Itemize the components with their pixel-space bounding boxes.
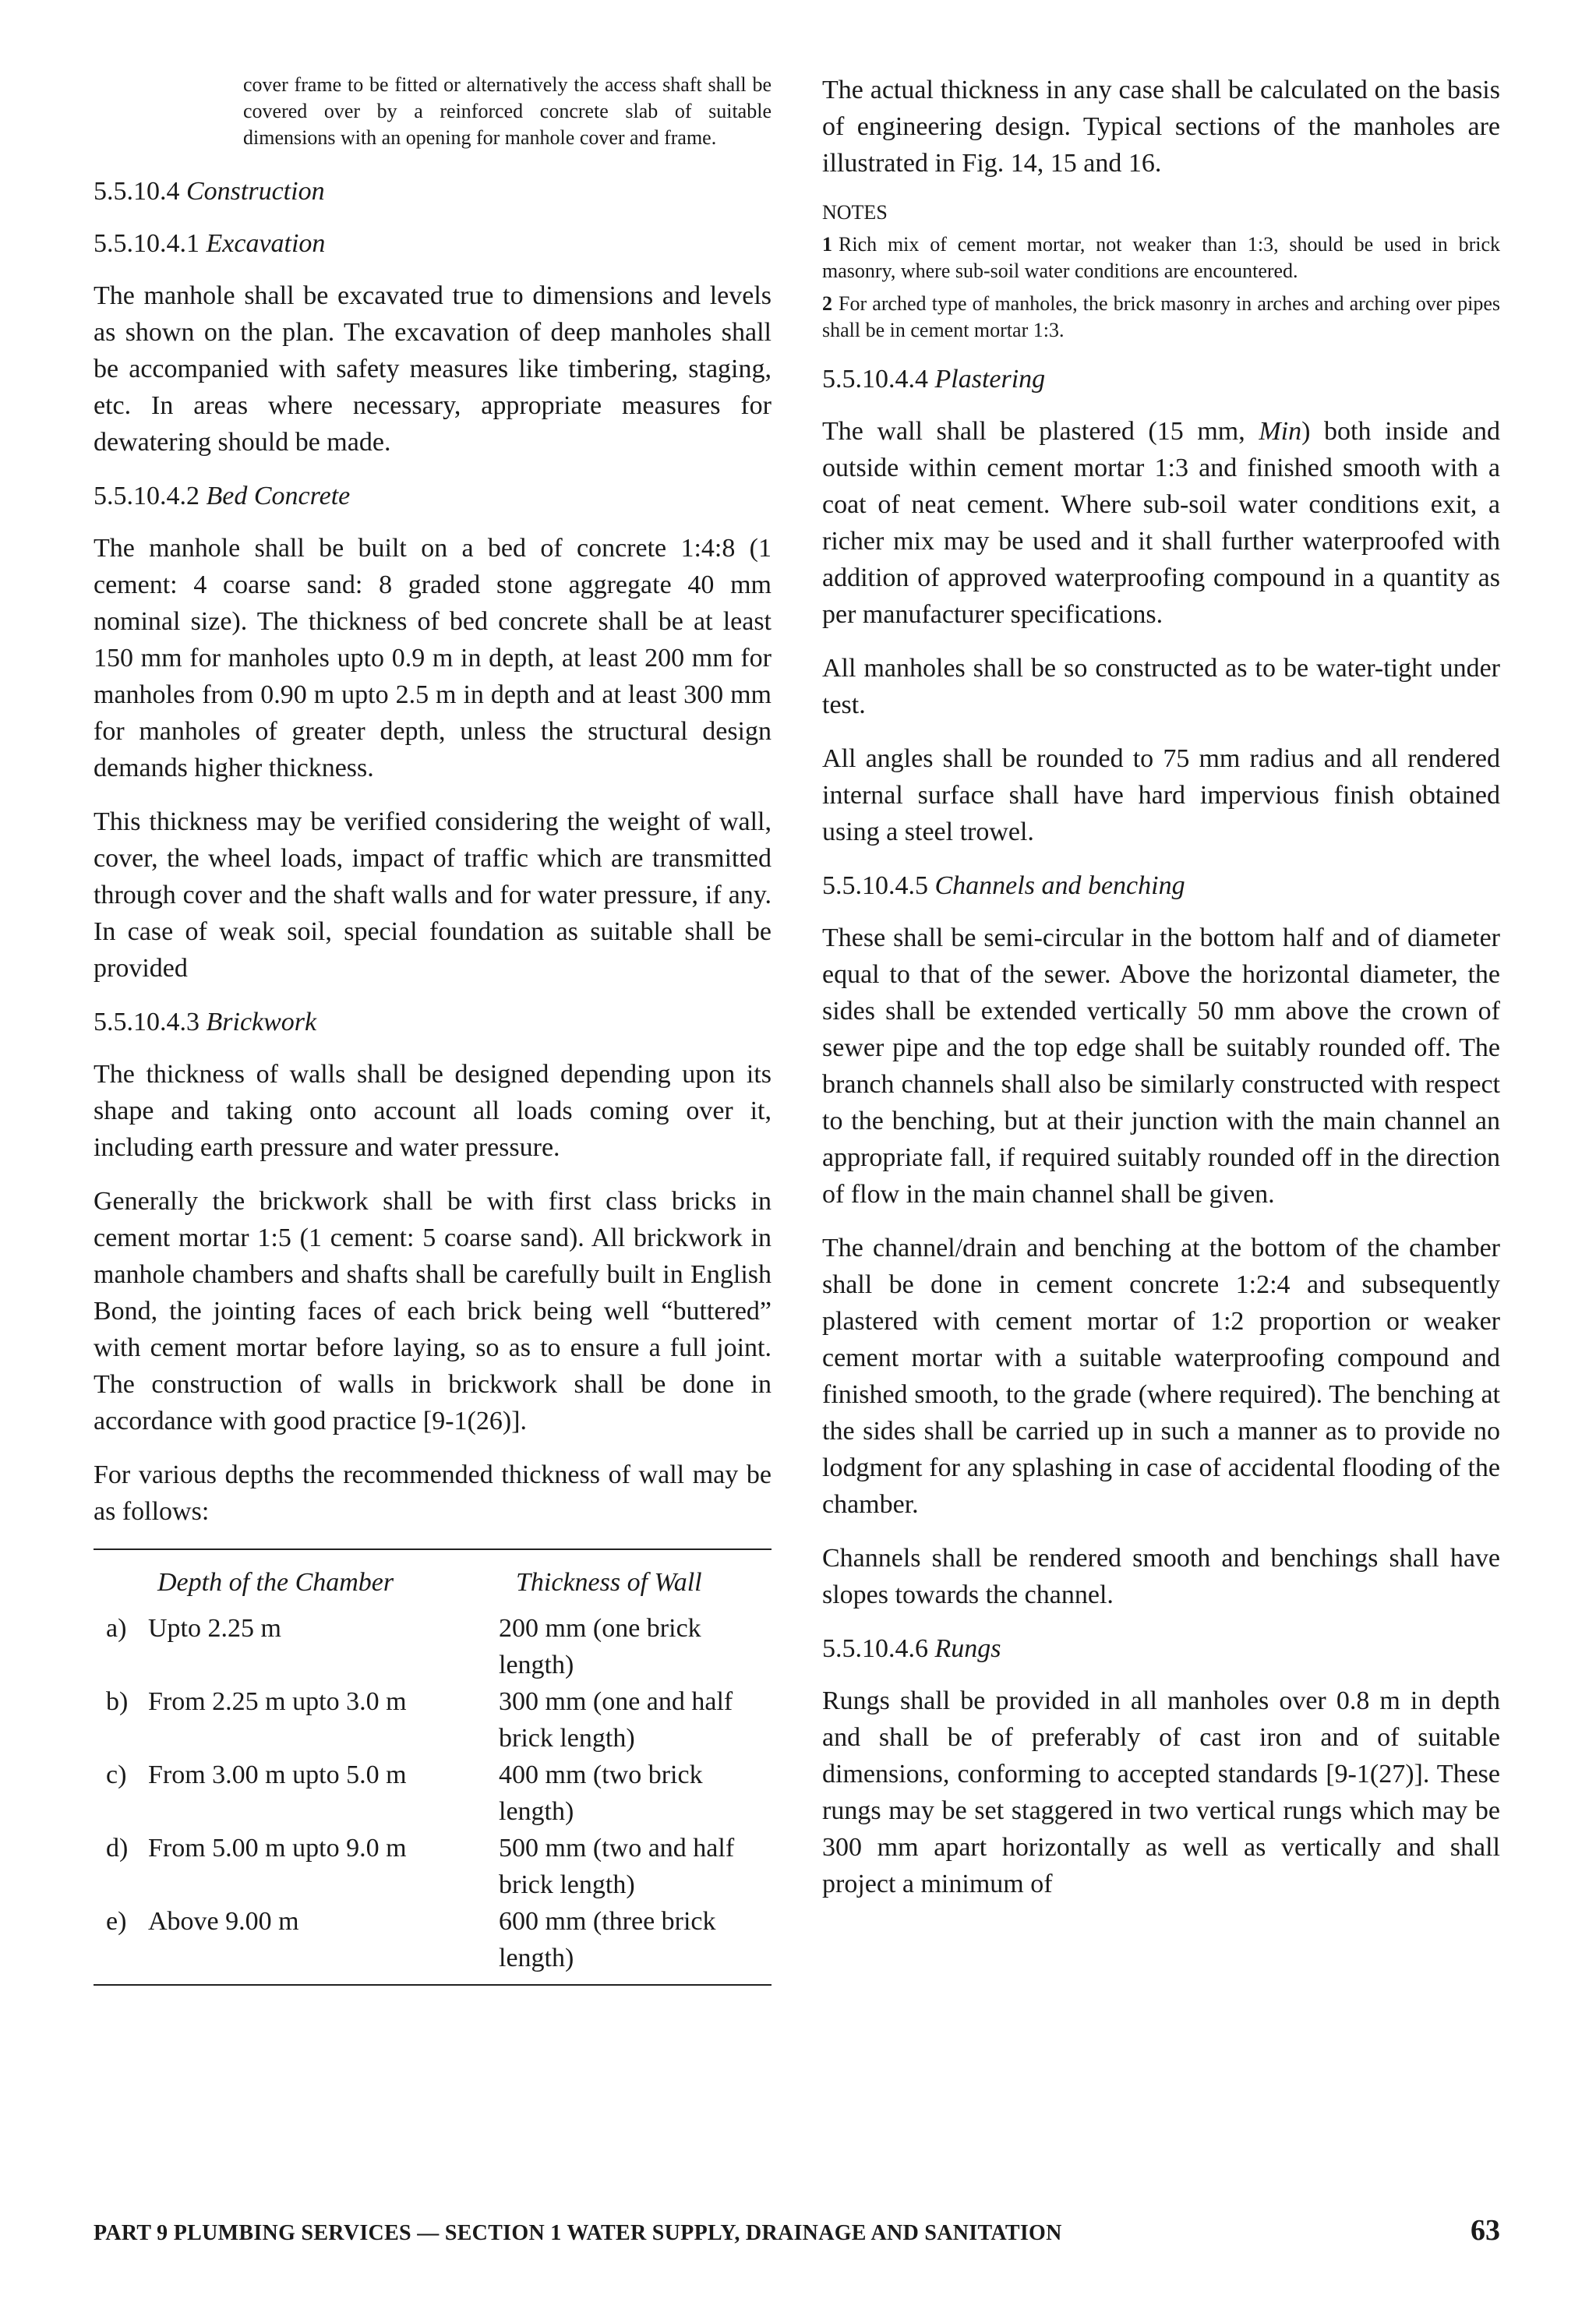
row-letter: d) bbox=[106, 1834, 129, 1863]
row-letter: c) bbox=[106, 1760, 127, 1789]
note-number: 2 bbox=[822, 292, 832, 315]
row-thickness: 300 mm (one and half brick length) bbox=[499, 1687, 733, 1753]
note-number: 1 bbox=[822, 233, 832, 256]
heading-number: 5.5.10.4.3 bbox=[94, 1008, 200, 1036]
heading-bed-concrete bbox=[94, 478, 772, 514]
page-number: 63 bbox=[1471, 2214, 1500, 2247]
table-row bbox=[94, 1683, 772, 1757]
table-row bbox=[94, 1830, 772, 1903]
heading-brickwork bbox=[94, 1004, 772, 1040]
brickwork-paragraph-2: Generally the brickwork shall be with first class bricks in cement mortar 1:5 (1 cement: 5 coarse sand). All brickwork in manhole chambers and shafts shall be carefully built in English Bond, the jointing faces of each brick being well “buttered” with cement mortar before laying, so as to ensure a full joint. The construction of walls in brickwork shall be done in accordance with good practice [9-1(26)]. bbox=[94, 1187, 772, 1435]
heading-number: 5.5.10.4.4 bbox=[822, 365, 928, 394]
heading-title: Channels and benching bbox=[934, 871, 1185, 900]
left-column bbox=[94, 72, 772, 1986]
plastering-text-start: The wall shall be plastered (15 mm, bbox=[822, 417, 1259, 446]
right-column bbox=[822, 72, 1500, 1919]
note-text: For arched type of manholes, the brick masonry in arches and arching over pipes shall be in cement mortar 1:3. bbox=[822, 292, 1500, 341]
heading-title: Rungs bbox=[934, 1634, 1001, 1663]
heading-number: 5.5.10.4.2 bbox=[94, 482, 200, 510]
heading-title: Bed Concrete bbox=[206, 482, 351, 510]
plastering-paragraph-1 bbox=[822, 413, 1500, 633]
heading-title: Brickwork bbox=[206, 1008, 317, 1036]
heading-rungs bbox=[822, 1630, 1500, 1667]
row-depth: From 3.00 m upto 5.0 m bbox=[148, 1760, 407, 1789]
table-row bbox=[94, 1610, 772, 1683]
table-header bbox=[94, 1564, 772, 1601]
notes-title: NOTES bbox=[822, 201, 888, 224]
channels-paragraph-2: The channel/drain and benching at the bottom of the chamber shall be done in cement concrete 1:2:4 and subsequently plastered with cement mortar of 1:2 proportion or weaker cement mortar with a suitable waterproofing compound and finished smooth, to the grade (where required). The benching at the sides shall be carried up in such a manner as to provide no lodgment for any splashing in case of accidental flooding of the chamber. bbox=[822, 1234, 1500, 1519]
row-letter: a) bbox=[106, 1614, 127, 1643]
actual-thickness-paragraph: The actual thickness in any case shall be calculated on the basis of engineering design. Typical sections of the manholes are illustrated in Fig. 14, 15 and 16. bbox=[822, 76, 1500, 178]
header-thickness: Thickness of Wall bbox=[516, 1568, 702, 1597]
heading-plastering bbox=[822, 361, 1500, 397]
bed-concrete-paragraph-2: This thickness may be verified considering the weight of wall, cover, the wheel loads, impact of traffic which are transmitted through cover and the shaft walls and for water pressure, if any. In case of weak soil, special foundation as suitable shall be provided bbox=[94, 807, 772, 983]
table-row bbox=[94, 1903, 772, 1976]
cover-frame-paragraph: cover frame to be fitted or alternatively the access shaft shall be covered over by a reinforced concrete slab of suitable dimensions with an opening for manhole cover and frame. bbox=[243, 73, 772, 149]
heading-number: 5.5.10.4 bbox=[94, 177, 180, 206]
row-letter: e) bbox=[106, 1907, 127, 1936]
row-letter: b) bbox=[106, 1687, 129, 1716]
bed-concrete-paragraph-1: The manhole shall be built on a bed of concrete 1:4:8 (1 cement: 4 coarse sand: 8 graded stone aggregate 40 mm nominal size). The thickness of bed concrete shall be at least 150 mm for manholes upto 0.9 m in depth, at least 200 mm for manholes from 0.90 m upto 2.5 m in depth and at least 300 mm for manholes of greater depth, unless the structural design demands higher thickness. bbox=[94, 534, 772, 782]
notes-block bbox=[822, 199, 1500, 344]
row-thickness: 600 mm (three brick length) bbox=[499, 1907, 716, 1972]
row-thickness: 500 mm (two and half brick length) bbox=[499, 1834, 735, 1899]
heading-number: 5.5.10.4.1 bbox=[94, 229, 200, 258]
row-thickness: 200 mm (one brick length) bbox=[499, 1614, 701, 1679]
header-depth: Depth of the Chamber bbox=[157, 1568, 394, 1597]
plastering-min-label: Min bbox=[1259, 417, 1302, 446]
channels-paragraph-3: Channels shall be rendered smooth and benchings shall have slopes towards the channel. bbox=[822, 1544, 1500, 1609]
row-depth: From 2.25 m upto 3.0 m bbox=[148, 1687, 407, 1716]
page-footer bbox=[94, 2213, 1500, 2248]
heading-number: 5.5.10.4.6 bbox=[822, 1634, 928, 1663]
table-row bbox=[94, 1757, 772, 1830]
note-2 bbox=[822, 291, 1500, 344]
brickwork-paragraph-1: The thickness of walls shall be designed depending upon its shape and taking onto account all loads coming over it, including earth pressure and water pressure. bbox=[94, 1060, 772, 1162]
footer-section-title: PART 9 PLUMBING SERVICES — SECTION 1 WATER SUPPLY, DRAINAGE AND SANITATION bbox=[94, 2221, 1062, 2245]
heading-channels bbox=[822, 867, 1500, 904]
excavation-paragraph: The manhole shall be excavated true to dimensions and levels as shown on the plan. The excavation of deep manholes shall be accompanied with safety measures like timbering, staging, etc. In areas where necessary, appropriate measures for dewatering should be made. bbox=[94, 281, 772, 457]
rungs-paragraph: Rungs shall be provided in all manholes over 0.8 m in depth and shall be of preferably of cast iron and of suitable dimensions, conforming to accepted standards [9-1(27)]. These rungs may be set staggered in two vertical rungs which may be 300 mm apart horizontally as well as vertically and shall project a minimum of bbox=[822, 1686, 1500, 1898]
heading-number: 5.5.10.4.5 bbox=[822, 871, 928, 900]
wall-thickness-table bbox=[94, 1548, 772, 1986]
row-depth: From 5.00 m upto 9.0 m bbox=[148, 1834, 407, 1863]
note-text: Rich mix of cement mortar, not weaker than 1:3, should be used in brick masonry, where sub-soil water conditions are encountered. bbox=[822, 233, 1500, 282]
row-depth: Upto 2.25 m bbox=[148, 1614, 281, 1643]
heading-title: Excavation bbox=[206, 229, 326, 258]
note-1 bbox=[822, 231, 1500, 284]
heading-title: Plastering bbox=[934, 365, 1046, 394]
row-thickness: 400 mm (two brick length) bbox=[499, 1760, 703, 1826]
brickwork-paragraph-3: For various depths the recommended thickness of wall may be as follows: bbox=[94, 1460, 772, 1526]
plastering-paragraph-3: All angles shall be rounded to 75 mm radius and all rendered internal surface shall have hard impervious finish obtained using a steel trowel. bbox=[822, 744, 1500, 846]
heading-title: Construction bbox=[186, 177, 325, 206]
heading-construction bbox=[94, 173, 772, 210]
channels-paragraph-1: These shall be semi-circular in the bottom half and of diameter equal to that of the sewer. Above the horizontal diameter, the sides shall be extended vertically 50 mm above the crown of sewer pipe and the top edge shall be suitably rounded off. The branch channels shall also be similarly constructed with respect to the benching, but at their junction with the main channel an appropriate fall, if required suitably rounded off in the direction of flow in the main channel shall be given. bbox=[822, 923, 1500, 1209]
heading-excavation bbox=[94, 225, 772, 262]
plastering-paragraph-2: All manholes shall be so constructed as to be water-tight under test. bbox=[822, 654, 1500, 719]
plastering-text-end: ) both inside and outside within cement mortar 1:3 and finished smooth with a coat of neat cement. Where sub-soil water conditions exit, a richer mix may be used and it shall further waterproofed with addition of approved waterproofing compound in a quantity as per manufacturer specifications. bbox=[822, 417, 1500, 629]
row-depth: Above 9.00 m bbox=[148, 1907, 299, 1936]
